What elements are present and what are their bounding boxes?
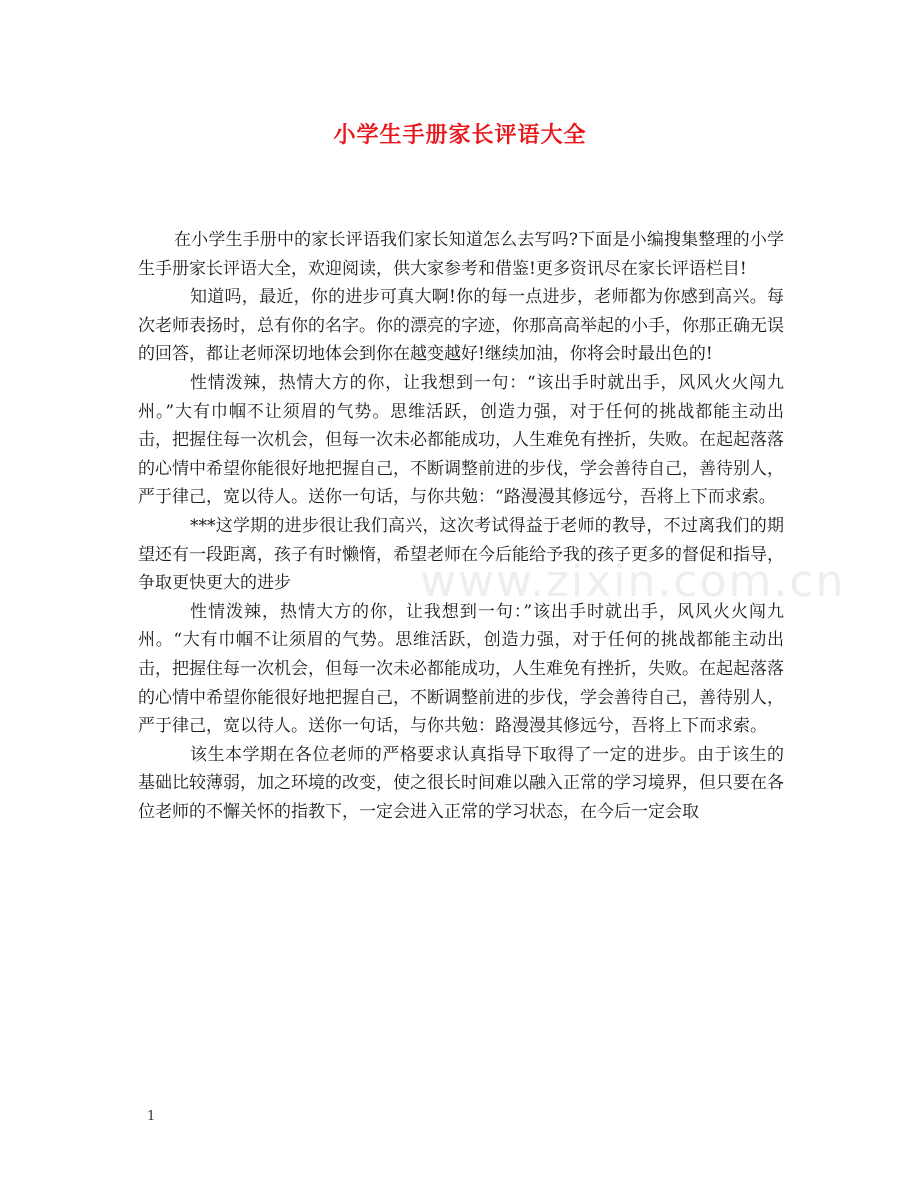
document-title: 小学生手册家长评语大全 [333,122,587,148]
page-number: 1 [147,1109,156,1124]
paragraph: 该生本学期在各位老师的严格要求认真指导下取得了一定的进步。由于该生的基础比较薄弱，加之环境的改变，使之很长时间难以融入正常的学习境界，但只要在各位老师的不懈关怀的指教下，一定会进入正常的学习状态，在今后一定会取 [138,744,784,822]
paragraph: 性情泼辣，热情大方的你，让我想到一句：“该出手时就出手，风风火火闯九州。”大有巾帼不让须眉的气势。思维活跃，创造力强，对于任何的挑战都能主动出击，把握住每一次机会，但每一次未必都能成功，人生难免有挫折，失败。在起起落落的心情中希望你能很好地把握自己，不断调整前进的步伐，学会善待自己，善待别人，严于律己，宽以待人。送你一句话，与你共勉：“路漫漫其修远兮，吾将上下而求索。 [138,372,784,508]
document-body [138,226,784,826]
watermark: www.zixin.com.cn [420,556,846,607]
paragraph-intro: 在小学生手册中的家长评语我们家长知道怎么去写吗?下面是小编搜集整理的小学生手册家长评语大全，欢迎阅读，供大家参考和借鉴!更多资讯尽在家长评语栏目! [138,230,784,279]
paragraph: 性情泼辣，热情大方的你，让我想到一句：”该出手时就出手，风风火火闯九州。“大有巾帼不让须眉的气势。思维活跃，创造力强，对于任何的挑战都能主动出击，把握住每一次机会，但每一次未必都能成功，人生难免有挫折，失败。在起起落落的心情中希望你能很好地把握自己，不断调整前进的步伐，学会善待自己，善待别人，严于律己，宽以待人。送你一句话，与你共勉：路漫漫其修远兮，吾将上下而求索。 [138,601,784,737]
paragraph: 知道吗，最近，你的进步可真大啊!你的每一点进步，老师都为你感到高兴。每次老师表扬时，总有你的名字。你的漂亮的字迹，你那高高举起的小手，你那正确无误的回答，都让老师深切地体会到你在越变越好!继续加油，你将会时最出色的! [138,287,784,365]
paragraph: ***这学期的进步很让我们高兴，这次考试得益于老师的教导，不过离我们的期望还有一段距离，孩子有时懒惰，希望老师在今后能给予我的孩子更多的督促和指导，争取更快更大的进步 [138,515,784,594]
